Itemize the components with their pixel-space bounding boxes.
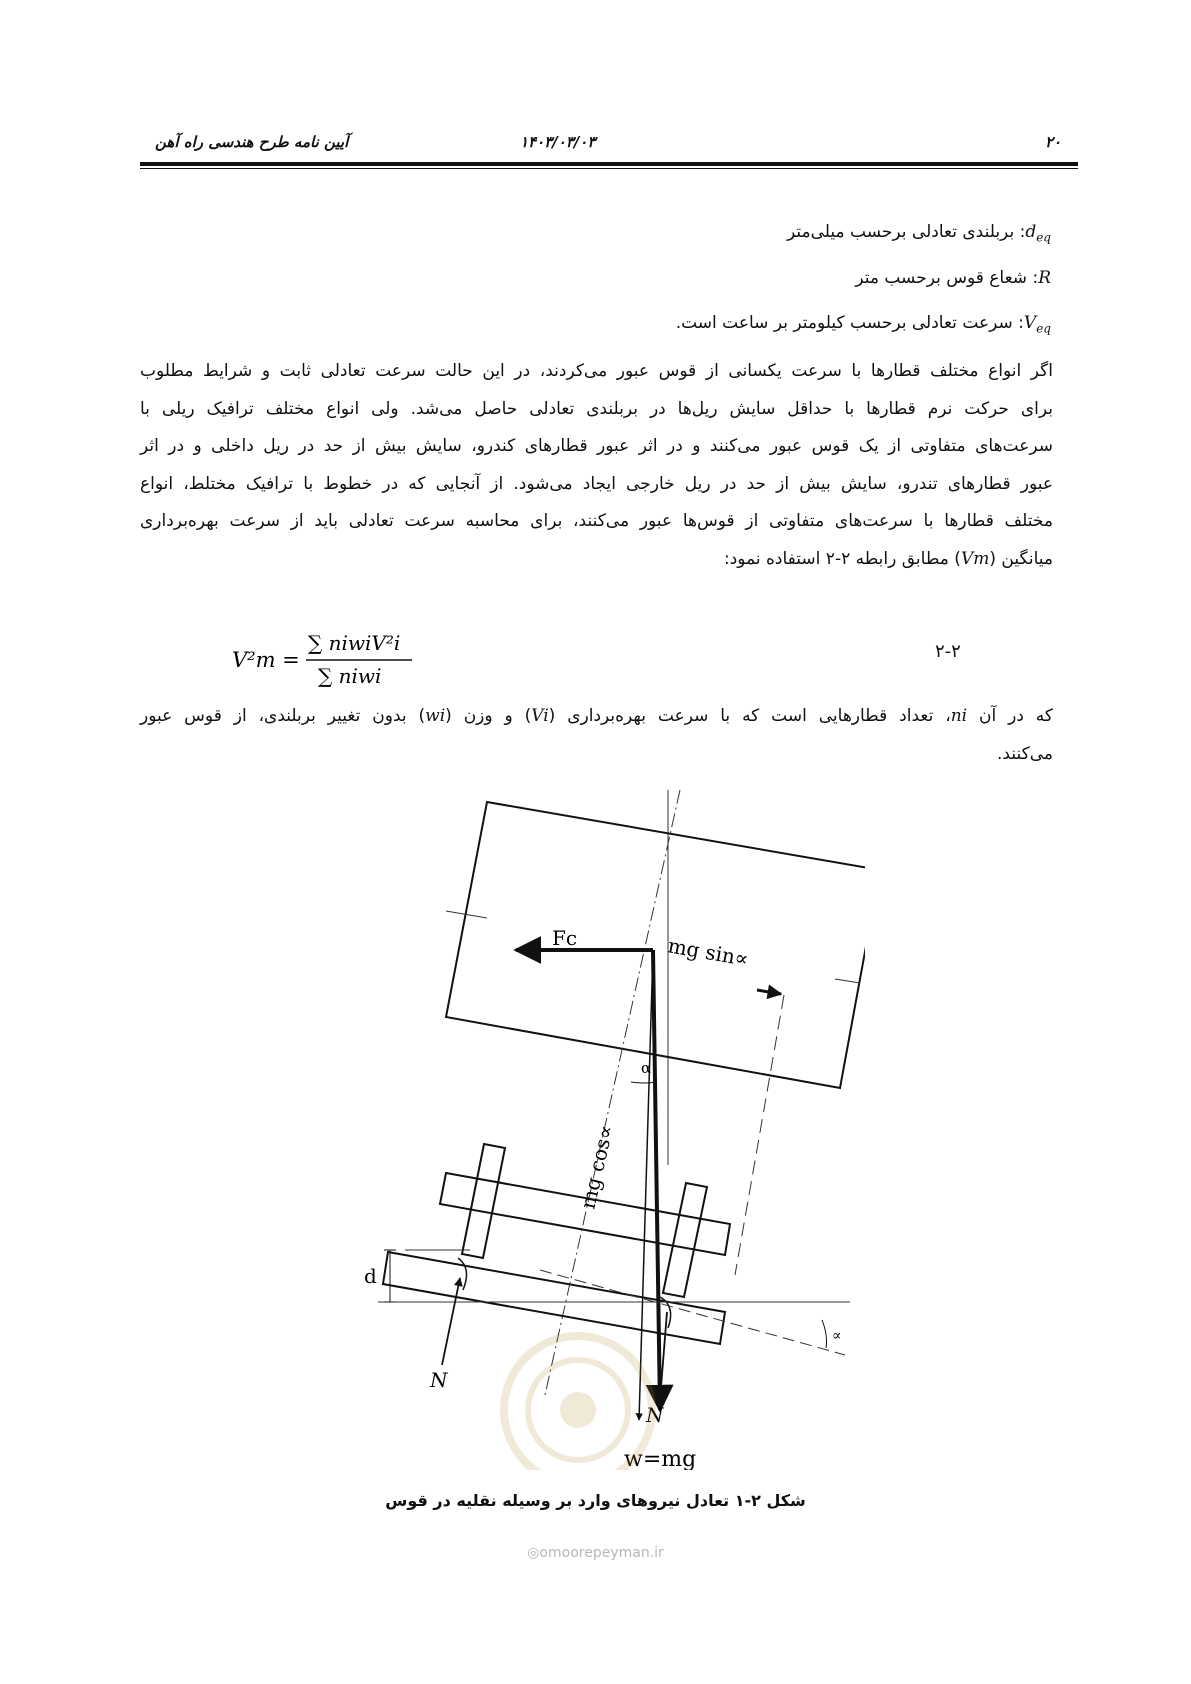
paragraph-line: برای حرکت نرم قطارها با حداقل سایش ریل‌ها در بربلندی تعادلی حاصل می‌شد. ولی انواع مختلف ترافیک ریلی با — [140, 398, 1053, 419]
mg-sin-label: mg sin∝ — [666, 933, 751, 972]
paragraph-line: می‌کنند. — [997, 743, 1053, 764]
definition-text: : بربلندی تعادلی برحسب میلی‌متر — [786, 222, 1026, 242]
paragraph-line: مختلف قطارها با سرعت‌های متفاوتی از قوس‌ها عبور می‌کنند، برای محاسبه سرعت تعادلی باید از سرعت بهره‌برداری — [140, 511, 1053, 531]
equation-svg — [230, 628, 430, 690]
mg-sin-arrow — [757, 990, 781, 994]
paragraph-line: اگر انواع مختلف قطارها با سرعت یکسانی از قوس عبور می‌کردند، در این حالت سرعت تعادلی ثابت و شرایط مطلوب — [140, 361, 1053, 381]
definition-text: : سرعت تعادلی برحسب کیلومتر بر ساعت است. — [675, 313, 1024, 333]
body-centerline-right — [835, 979, 860, 983]
figure-caption: شکل ۲-۱ تعادل نیروهای وارد بر وسیله نقلیه در قوس — [385, 1491, 806, 1510]
page-number: ۲۰ — [1045, 133, 1062, 151]
paragraph-line: عبور قطارهای تندرو، سایش بیش از حد در ریل خارجی ایجاد می‌شود. از آنجایی که در خطوط با ترافیک مختلط، انواع — [140, 473, 1053, 494]
n-left-label: N — [430, 1368, 448, 1392]
alpha-arc-right — [822, 1320, 827, 1348]
mg-cos-label: mg cos∝ — [575, 1122, 619, 1212]
math-vi: Vi — [531, 706, 549, 726]
equation-number: ۲-۲ — [935, 641, 961, 662]
definition-symbol: $d_{eq}$ — [1025, 222, 1051, 245]
paragraph-line: که در آن ni، تعداد قطارهایی است که با سرعت بهره‌برداری (Vi) و وزن (wi) بدون تغییر بربلندی، از قوس عبور — [140, 706, 1053, 726]
weight-force-arrow — [653, 950, 660, 1410]
header-title: آیین نامه طرح هندسی راه آهن — [155, 133, 349, 151]
n-right-label: N — [646, 1403, 664, 1427]
mg-cos-force-arrow — [639, 950, 653, 1420]
math-ni: ni — [950, 706, 968, 726]
definition-text: : شعاع قوس برحسب متر — [855, 268, 1039, 288]
normal-force-left-arrow — [442, 1278, 460, 1365]
right-wheel-post — [663, 1183, 707, 1297]
tilted-reference-dashed — [540, 1270, 845, 1355]
definition-deq — [787, 222, 1051, 244]
equation-lhs: V²m = — [232, 648, 300, 672]
w-label: w=mg — [624, 1447, 697, 1470]
equation-2-2 — [230, 628, 430, 695]
watermark-icon: ◎ — [527, 1545, 540, 1561]
header-rule-thick — [140, 162, 1078, 166]
math-wi: wi — [425, 706, 446, 726]
site-watermark: ◎omoorepeyman.ir — [527, 1545, 664, 1561]
lower-rail-beam — [383, 1252, 725, 1344]
paragraph-line: میانگین (Vm) مطابق رابطه ۲-۲ استفاده نمود: — [723, 548, 1053, 569]
header-rule-thin — [140, 168, 1078, 169]
d-label: d — [364, 1264, 377, 1288]
definition-symbol: $V_{eq}$ — [1023, 313, 1051, 336]
definition-r — [855, 268, 1051, 288]
force-diagram-svg — [345, 790, 865, 1470]
left-wheel-post — [462, 1144, 505, 1258]
fc-label: Fc — [552, 926, 578, 950]
paragraph-2 — [140, 698, 1053, 773]
figure-force-diagram — [345, 790, 865, 1474]
header-date: ۱۴۰۳/۰۳/۰۳ — [520, 133, 596, 151]
math-vm: Vm — [960, 548, 990, 569]
definition-veq — [676, 313, 1051, 335]
definition-symbol: R — [1038, 268, 1051, 288]
equation-denominator: ∑ niwi — [318, 664, 382, 688]
alpha-label-right: ∝ — [832, 1328, 842, 1344]
paragraph-1 — [140, 353, 1053, 578]
equation-numerator: ∑ niwiV²i — [308, 631, 401, 655]
paragraph-line: سرعت‌های متفاوتی از یک قوس عبور می‌کنند و در اثر عبور قطارهای کندرو، سایش بیش از حد در ریل داخلی و در اثر — [140, 436, 1053, 456]
mg-sin-projection-dashed — [735, 995, 784, 1275]
alpha-label-top: α — [641, 1059, 652, 1077]
alpha-arc-top — [631, 1082, 656, 1083]
